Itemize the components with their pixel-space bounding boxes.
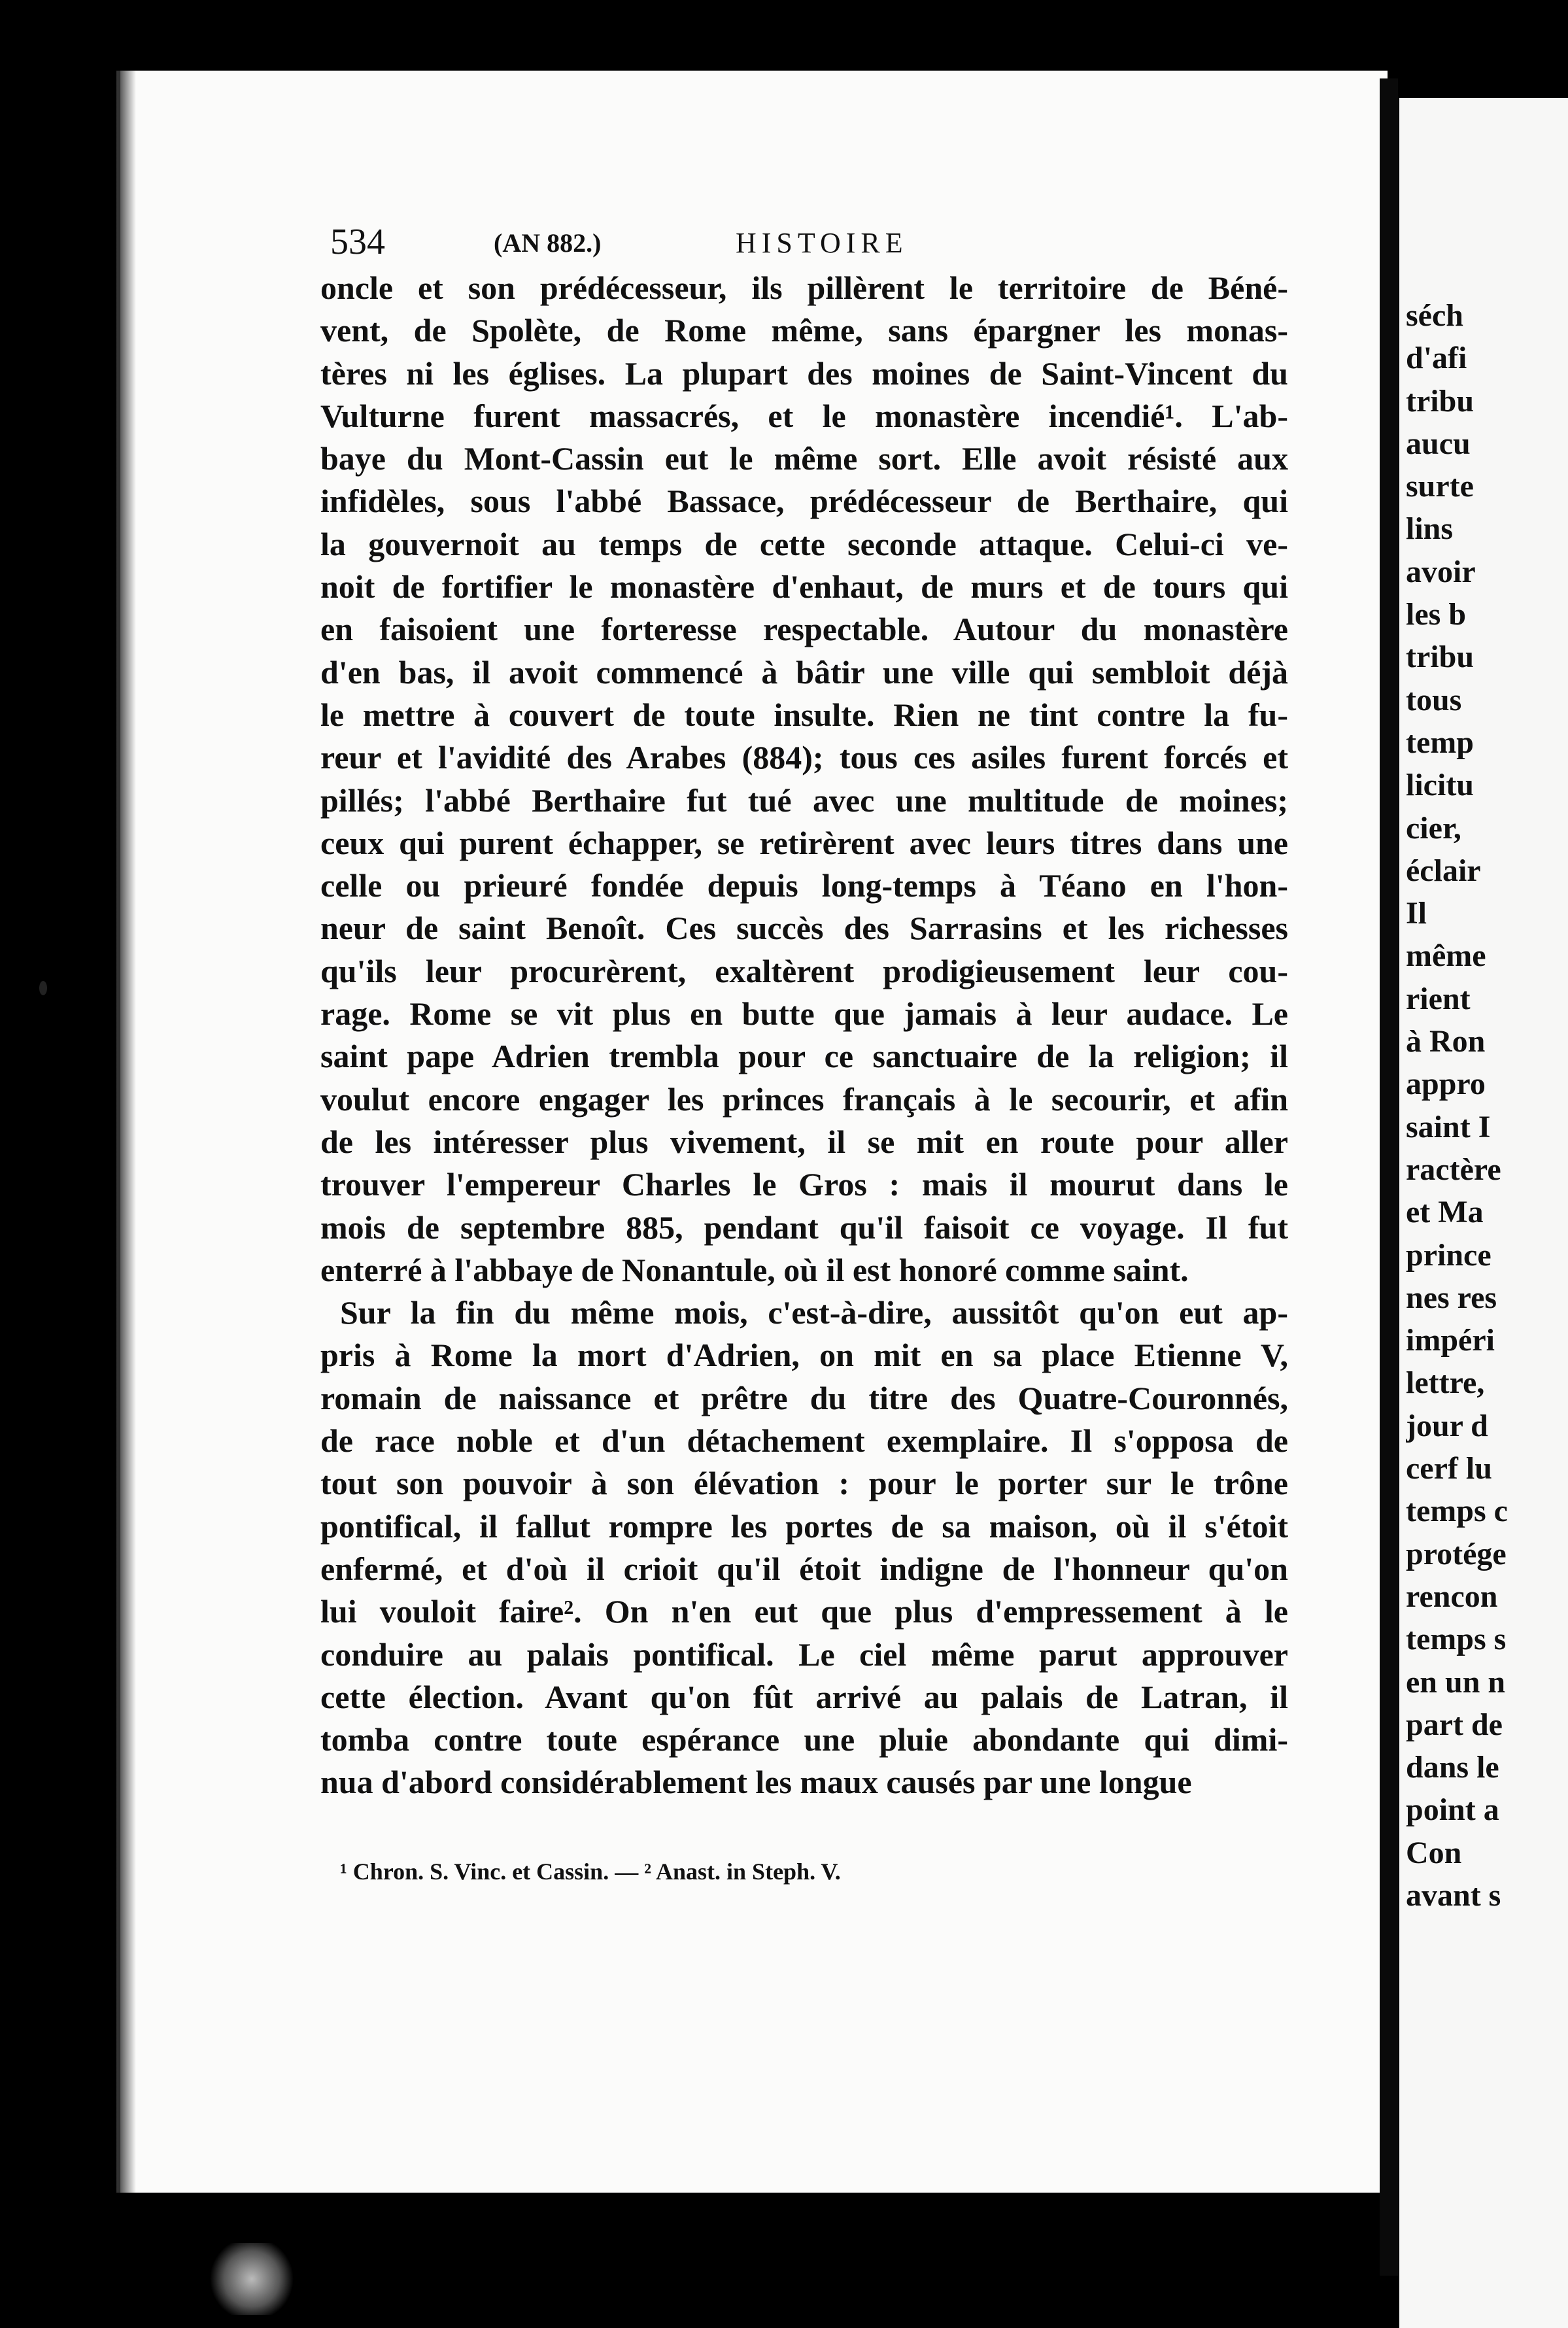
text-line: noit de fortifier le monastère d'enhaut, de murs et de tours qui — [320, 568, 1288, 606]
right-page-line: temp — [1406, 725, 1474, 760]
right-page-line: dans le — [1406, 1750, 1499, 1785]
text-line: voulut encore engager les princes français à le secourir, et afin — [320, 1080, 1288, 1118]
text-line: lui vouloit faire². On n'en eut que plus d'empressement à le — [320, 1593, 1288, 1630]
right-page-line: les b — [1406, 597, 1467, 632]
right-page-line: Il — [1406, 896, 1427, 931]
text-line: conduire au palais pontifical. Le ciel même parut approuver — [320, 1635, 1288, 1673]
right-page-line: surte — [1406, 469, 1474, 504]
text-line: enterré à l'abbaye de Nonantule, où il est honoré comme saint. — [320, 1251, 1189, 1288]
text-line: trouver l'empereur Charles le Gros : mais il mourut dans le — [320, 1166, 1288, 1203]
right-page-line: tribu — [1406, 640, 1474, 675]
page-header — [330, 219, 1298, 265]
right-page-line: Con — [1406, 1835, 1462, 1870]
right-page-line: ractère — [1406, 1152, 1501, 1187]
right-page-line: temps s — [1406, 1622, 1507, 1657]
text-line: d'en bas, il avoit commencé à bâtir une ville qui sembloit déjà — [320, 653, 1288, 691]
right-page-line: part de — [1406, 1707, 1503, 1742]
running-title: HISTOIRE — [736, 227, 908, 259]
text-line: enfermé, et d'où il crioit qu'il étoit indigne de l'honneur qu'on — [320, 1550, 1288, 1587]
right-page-line: saint I — [1406, 1109, 1491, 1144]
text-line: baye du Mont-Cassin eut le même sort. Elle avoit résisté aux — [320, 440, 1288, 477]
text-line: cette élection. Avant qu'on fût arrivé au palais de Latran, il — [320, 1678, 1288, 1715]
text-line: celle ou prieuré fondée depuis long-temps à Téano en l'hon- — [320, 867, 1288, 904]
footnotes: ¹ Chron. S. Vinc. et Cassin. — ² Anast. in Steph. V. — [340, 1858, 841, 1885]
right-page-line: protége — [1406, 1536, 1507, 1571]
right-page-line: à Ron — [1406, 1024, 1486, 1059]
right-page-line: avant s — [1406, 1877, 1501, 1913]
right-page-line: lettre, — [1406, 1365, 1485, 1401]
right-page-line: séch — [1406, 298, 1463, 333]
right-page-line: nes res — [1406, 1280, 1497, 1315]
text-line: tères ni les églises. La plupart des moines de Saint-Vincent du — [320, 354, 1288, 392]
text-line: qu'ils leur procurèrent, exaltèrent prodigieusement leur cou- — [320, 952, 1288, 989]
right-page-line: impéri — [1406, 1323, 1495, 1358]
text-line: le mettre à couvert de toute insulte. Rien ne tint contre la fu- — [320, 696, 1288, 733]
text-line: pris à Rome la mort d'Adrien, on mit en sa place Etienne V, — [320, 1337, 1288, 1374]
right-page-text — [1406, 294, 1568, 1917]
text-line: de race noble et d'un détachement exemplaire. Il s'opposa de — [320, 1422, 1288, 1460]
text-line: pontifical, il fallut rompre les portes de sa maison, où il s'étoit — [320, 1507, 1288, 1545]
body-text — [320, 267, 1288, 1804]
year-marker: (AN 882.) — [494, 228, 602, 258]
right-page-line: appro — [1406, 1067, 1486, 1102]
text-line: la gouvernoit au temps de cette seconde attaque. Celui-ci ve- — [320, 525, 1288, 562]
right-page-line: cerf lu — [1406, 1451, 1492, 1486]
right-page-line: et Ma — [1406, 1195, 1484, 1230]
right-page-line: prince — [1406, 1237, 1491, 1273]
text-line: vent, de Spolète, de Rome même, sans épargner les monas- — [320, 312, 1288, 349]
text-line: oncle et son prédécesseur, ils pillèrent le territoire de Béné- — [320, 269, 1288, 306]
right-page-line: tribu — [1406, 383, 1474, 419]
right-page-line: jour d — [1406, 1408, 1488, 1443]
text-line: reur et l'avidité des Arabes (884); tous ces asiles furent forcés et — [320, 739, 1288, 776]
right-page-line: licitu — [1406, 768, 1474, 803]
text-line: nua d'abord considérablement les maux causés par une longue — [320, 1764, 1192, 1801]
text-line: ceux qui purent échapper, se retirèrent avec leurs titres dans une — [320, 824, 1288, 861]
margin-speck — [39, 981, 47, 995]
page-edge-shadow — [116, 71, 136, 2193]
text-line: Vulturne furent massacrés, et le monastère incendié¹. L'ab- — [320, 397, 1288, 434]
text-line: neur de saint Benoît. Ces succès des Sarrasins et les richesses — [320, 910, 1288, 947]
right-page-line: rencon — [1406, 1579, 1498, 1614]
right-page-line: éclair — [1406, 853, 1481, 888]
right-page-line: avoir — [1406, 554, 1476, 589]
right-page-line: point a — [1406, 1792, 1499, 1828]
right-page-line: même — [1406, 938, 1486, 974]
text-line: pillés; l'abbé Berthaire fut tué avec une multitude de moines; — [320, 781, 1288, 819]
right-page-line: tous — [1406, 682, 1462, 717]
right-page-line: cier, — [1406, 810, 1461, 846]
text-line: tout son pouvoir à son élévation : pour le porter sur le trône — [320, 1465, 1288, 1502]
right-page-line: rient — [1406, 981, 1471, 1016]
text-line: tomba contre toute espérance une pluie abondante qui dimi- — [320, 1721, 1288, 1758]
text-line: mois de septembre 885, pendant qu'il faisoit ce voyage. Il fut — [320, 1208, 1288, 1246]
text-line: en faisoient une forteresse respectable. Autour du monastère — [320, 611, 1288, 648]
right-page-line: d'afi — [1406, 341, 1467, 376]
right-page-line: en un n — [1406, 1664, 1506, 1700]
right-page-line: temps c — [1406, 1494, 1508, 1529]
right-page-line: aucu — [1406, 426, 1471, 461]
text-line: Sur la fin du même mois, c'est-à-dire, aussitôt qu'on eut ap- — [340, 1294, 1288, 1331]
text-line: rage. Rome se vit plus en butte que jamais à leur audace. Le — [320, 995, 1288, 1033]
right-page-line: lins — [1406, 511, 1454, 547]
page-number: 534 — [330, 222, 385, 262]
text-line: infidèles, sous l'abbé Bassace, prédécesseur de Berthaire, qui — [320, 483, 1288, 520]
text-line: de les intéresser plus vivement, il se mit en route pour aller — [320, 1123, 1288, 1160]
text-line: romain de naissance et prêtre du titre des Quatre-Couronnés, — [320, 1379, 1288, 1416]
scan-smudge — [209, 2243, 294, 2315]
book-gutter — [1380, 78, 1398, 2276]
text-line: saint pape Adrien trembla pour ce sanctuaire de la religion; il — [320, 1038, 1288, 1075]
